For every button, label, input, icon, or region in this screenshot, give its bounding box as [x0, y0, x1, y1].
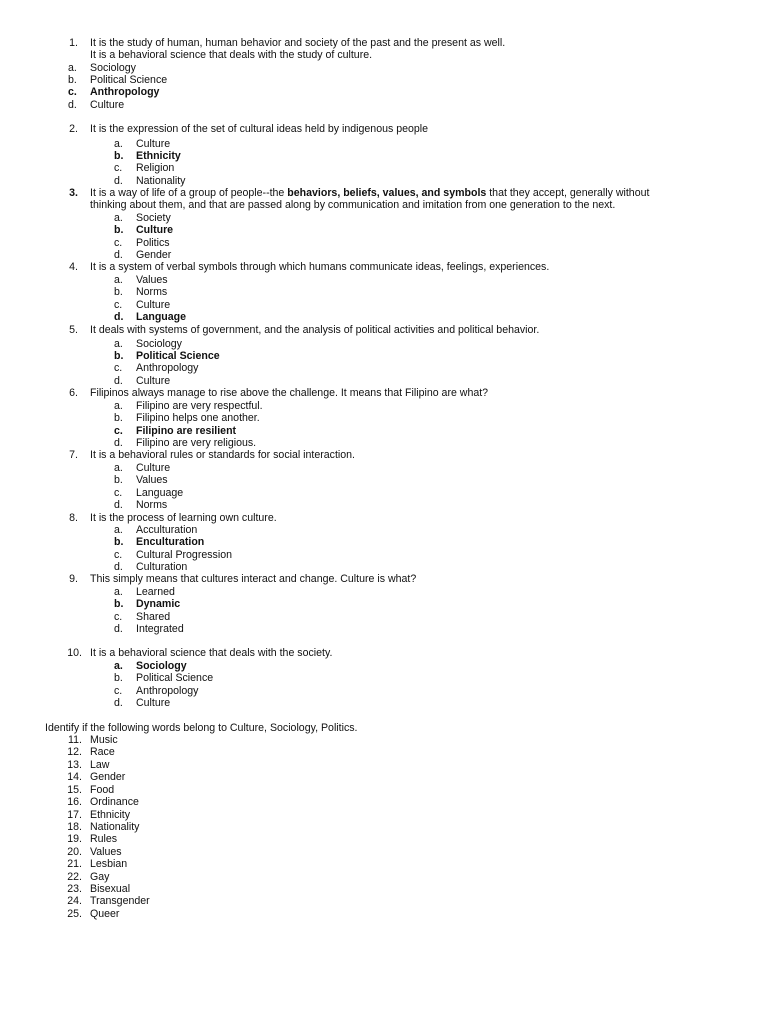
option-letter: a. [114, 660, 123, 672]
question-text: It is the study of human, human behavior and society of the past and the present as well. [90, 37, 506, 49]
option-letter: a. [114, 524, 123, 536]
item-text: Food [90, 784, 115, 796]
item-text: Music [90, 734, 118, 746]
question-text-bold: behaviors, beliefs, values, and symbols [287, 187, 487, 199]
question-number: 4. [69, 261, 78, 273]
option-text: Culture [90, 99, 125, 111]
item-number: 21. [67, 858, 82, 870]
option-text: Acculturation [136, 524, 198, 536]
item-number: 19. [67, 833, 82, 845]
option-letter: c. [114, 362, 123, 374]
item-text: Gender [90, 771, 126, 783]
question-text [90, 187, 649, 199]
question-number: 1. [69, 37, 78, 49]
option-letter: d. [114, 249, 123, 261]
option-text: Learned [136, 586, 175, 598]
option-letter: b. [114, 598, 124, 610]
item-text: Law [90, 759, 110, 771]
option-letter: b. [114, 536, 124, 548]
question-text-lead: It [90, 324, 96, 336]
item-number: 18. [67, 821, 82, 833]
option-letter: b. [114, 672, 123, 684]
option-letter: c. [114, 549, 123, 561]
item-number: 13. [67, 759, 82, 771]
item-number: 17. [67, 809, 82, 821]
question-number: 3. [69, 187, 78, 199]
option-text: Political Science [136, 672, 214, 684]
question-number: 10. [67, 647, 82, 659]
option-text: Enculturation [136, 536, 205, 548]
option-text: Filipino helps one another. [136, 412, 260, 424]
option-text: Dynamic [136, 598, 181, 610]
item-number: 16. [67, 796, 82, 808]
option-text: Society [136, 212, 171, 224]
option-letter: c. [114, 299, 123, 311]
option-text: Gender [136, 249, 172, 261]
item-text: Lesbian [90, 858, 128, 870]
question-text-rest: deals with systems of government, and the analysis of political activities and political behavior. [95, 324, 540, 336]
item-text: Ordinance [90, 796, 139, 808]
option-letter: d. [114, 175, 123, 187]
question-number: 9. [69, 573, 78, 585]
question-text: It is the process of learning own culture. [90, 512, 277, 524]
option-letter: a. [114, 212, 123, 224]
option-text: Culture [136, 375, 171, 387]
option-text: Culture [136, 462, 171, 474]
option-letter: b. [114, 286, 123, 298]
identify-instruction: Identify if the following words belong to Culture, Sociology, Politics. [45, 722, 358, 734]
option-text: Language [136, 487, 184, 499]
option-letter: c. [114, 237, 123, 249]
option-letter: d. [114, 499, 123, 511]
item-number: 24. [67, 895, 82, 907]
option-text: Cultural Progression [136, 549, 232, 561]
item-text: Rules [90, 833, 118, 845]
question-number: 2. [69, 123, 78, 135]
option-text: Filipino are very respectful. [136, 400, 263, 412]
item-text: Values [90, 846, 122, 858]
option-letter: d. [114, 697, 123, 709]
question-text: It is a behavioral rules or standards for social interaction. [90, 449, 355, 461]
option-text: Culture [136, 697, 171, 709]
item-text: Bisexual [90, 883, 131, 895]
option-letter: b. [68, 74, 77, 86]
option-text: Sociology [90, 62, 136, 74]
item-text: Transgender [90, 895, 150, 907]
item-text: Gay [90, 871, 110, 883]
option-text: Values [136, 474, 168, 486]
option-text: Filipino are very religious. [136, 437, 257, 449]
question-text-pre: It is a way of life of a group of people--the [90, 187, 288, 199]
option-text: Culture [136, 299, 171, 311]
item-number: 22. [67, 871, 82, 883]
option-text: Culture [136, 224, 174, 236]
option-letter: a. [114, 138, 123, 150]
option-text: Ethnicity [136, 150, 181, 162]
option-letter: a. [114, 274, 123, 286]
question-text: thinking about them, and that are passed along by communication and imitation from one generation to the next. [90, 199, 616, 211]
item-number: 14. [67, 771, 82, 783]
option-letter: c. [68, 86, 77, 98]
question-text-post: that they accept, generally without [486, 187, 650, 199]
option-text: Religion [136, 162, 175, 174]
option-text: Sociology [136, 660, 187, 672]
option-text: Filipino are resilient [136, 425, 237, 437]
option-text: Nationality [136, 175, 186, 187]
option-text: Sociology [136, 338, 182, 350]
option-letter: a. [114, 586, 123, 598]
option-letter: b. [114, 474, 123, 486]
option-letter: b. [114, 224, 124, 236]
option-letter: b. [114, 350, 124, 362]
option-text: Anthropology [136, 362, 199, 374]
question-text: This simply means that cultures interact and change. Culture is what? [90, 573, 417, 585]
item-number: 12. [67, 746, 82, 758]
option-letter: c. [114, 425, 123, 437]
option-letter: c. [114, 685, 123, 697]
option-text: Anthropology [136, 685, 199, 697]
option-text: Culturation [136, 561, 188, 573]
question-number: 8. [69, 512, 78, 524]
item-text: Ethnicity [90, 809, 131, 821]
question-text: It is the expression of the set of cultural ideas held by indigenous people [90, 123, 429, 135]
question-text: It is a system of verbal symbols through which humans communicate ideas, feelings, experiences. [90, 261, 550, 273]
option-text: Language [136, 311, 187, 323]
option-letter: d. [114, 311, 124, 323]
question-number: 6. [69, 387, 78, 399]
option-text: Culture [136, 138, 171, 150]
option-letter: d. [114, 437, 123, 449]
option-text: Values [136, 274, 168, 286]
option-text: Norms [136, 499, 168, 511]
question-text: Filipinos always manage to rise above the challenge. It means that Filipino are what? [90, 387, 489, 399]
option-letter: d. [114, 623, 123, 635]
item-number: 15. [67, 784, 82, 796]
question-text: It is a behavioral science that deals with the study of culture. [90, 49, 373, 61]
question-number: 7. [69, 449, 78, 461]
item-text: Race [90, 746, 115, 758]
option-letter: a. [68, 62, 77, 74]
option-text: Shared [136, 611, 171, 623]
option-letter: c. [114, 162, 123, 174]
option-text: Political Science [136, 350, 220, 362]
option-text: Anthropology [90, 86, 160, 98]
option-text: Politics [136, 237, 170, 249]
question-number: 5. [69, 324, 78, 336]
option-letter: a. [114, 338, 123, 350]
option-letter: c. [114, 487, 123, 499]
question-text: It is a behavioral science that deals with the society. [90, 647, 333, 659]
item-number: 25. [67, 908, 82, 920]
option-letter: b. [114, 150, 124, 162]
item-number: 11. [68, 734, 82, 746]
item-number: 23. [67, 883, 82, 895]
option-text: Norms [136, 286, 168, 298]
option-letter: d. [114, 561, 123, 573]
option-letter: a. [114, 462, 123, 474]
option-letter: c. [114, 611, 123, 623]
item-text: Nationality [90, 821, 140, 833]
option-letter: b. [114, 412, 123, 424]
question-text [90, 324, 539, 336]
option-letter: d. [114, 375, 123, 387]
option-text: Political Science [90, 74, 168, 86]
item-text: Queer [90, 908, 120, 920]
option-text: Integrated [136, 623, 184, 635]
option-letter: a. [114, 400, 123, 412]
item-number: 20. [67, 846, 82, 858]
option-letter: d. [68, 99, 77, 111]
